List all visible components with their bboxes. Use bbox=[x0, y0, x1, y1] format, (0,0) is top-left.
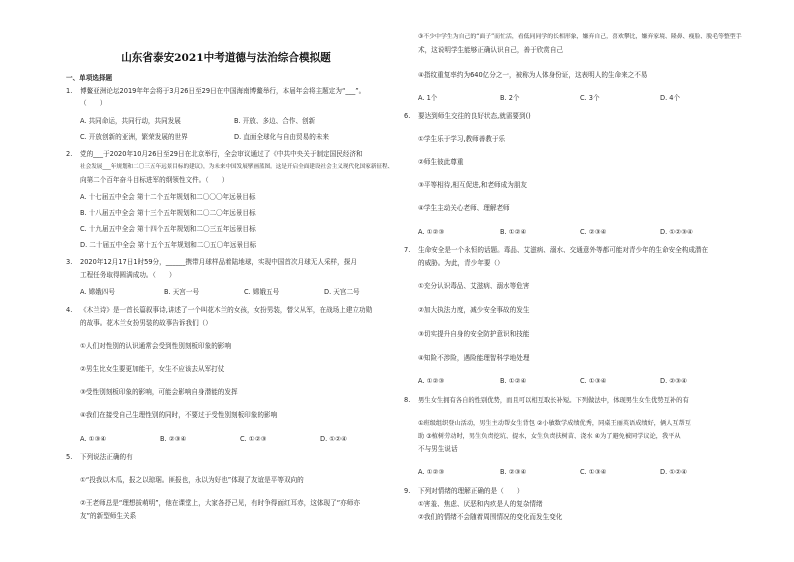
question-8-statement-2: 助 ③植树劳动时，男生负责挖坑、提水，女生负责扶树苗、浇水 ④为了避免被同学议论，我平从 bbox=[418, 433, 681, 440]
question-8-option-d: D. ①②④ bbox=[660, 468, 688, 476]
left-column bbox=[56, 0, 396, 562]
question-2-stem-3: 向第二个百年奋斗目标进军的纲领性文件。（ ） bbox=[80, 176, 229, 184]
question-7-statement-4: ④知险不涉险，遇险能理智科学地处理 bbox=[418, 354, 530, 362]
question-6-number: 6. bbox=[404, 112, 411, 120]
question-3-stem-2: 工程任务取得圆满成功。（ ） bbox=[80, 271, 176, 279]
question-8-statement-3: 不与男生说话 bbox=[418, 445, 458, 453]
question-7-stem: 生命安全是一个永恒的话题。毒品、艾滋病、溺水、交通意外等都可能对青少年的生命安全构成潜在 bbox=[418, 246, 709, 254]
question-2-option-c: C. 十九届五中全会 第十四个五年规划和二〇三五年远景目标 bbox=[80, 225, 256, 233]
question-4-statement-1: ①人们对性别的认识通常会受到性别刻板印象的影响 bbox=[80, 342, 231, 350]
question-7-option-a: A. ①②③ bbox=[418, 377, 445, 385]
question-7-statement-3: ③切实提升自身的安全防护意识和技能 bbox=[418, 330, 530, 338]
question-1-number: 1. bbox=[66, 87, 73, 95]
question-5-statement-2-cont: 友”的新型师生关系 bbox=[80, 512, 137, 520]
question-1-stem-2: （ ） bbox=[80, 99, 107, 107]
question-4-option-d: D. ①②④ bbox=[320, 435, 348, 443]
question-4-statement-3: ③受性别刻板印象的影响，可能会影响自身潜能的发挥 bbox=[80, 388, 238, 396]
question-4-stem-2: 的故事。花木兰女扮男装的故事告诉我们（） bbox=[80, 319, 212, 327]
question-4-statement-4: ④我们在接受自己生理性别的同时，不要过于受性别刻板印象的影响 bbox=[80, 411, 278, 419]
question-8-statement-1: ①班级组织登山活动，男生主动帮女生背包 ②小敏数学成绩优秀，同桌王丽英语成绩好，俩人互帮互 bbox=[418, 420, 691, 427]
question-6-statement-3: ③平等相待,相互促进,和老师成为朋友 bbox=[418, 181, 528, 189]
question-3-option-a: A. 嫦娥四号 bbox=[80, 288, 115, 296]
right-column bbox=[404, 0, 744, 562]
question-4-option-a: A. ①③④ bbox=[80, 435, 107, 443]
question-6-option-b: B. ①②④ bbox=[500, 228, 527, 236]
question-7-option-b: B. ①②④ bbox=[500, 377, 527, 385]
question-3-option-b: B. 天宫一号 bbox=[164, 288, 200, 296]
question-6-stem: 要达到师生交往的良好状态,就需要到() bbox=[418, 112, 531, 120]
question-1-option-b: B. 开放、多边、合作、创新 bbox=[234, 117, 316, 125]
question-9-statement-2: ②我们的情绪不会随着周围情况的变化而发生变化 bbox=[418, 513, 563, 521]
question-7-number: 7. bbox=[404, 246, 411, 254]
question-7-option-d: D. ②③④ bbox=[660, 377, 688, 385]
question-7-statement-1: ①充分认识毒品、艾滋病、溺水等危害 bbox=[418, 282, 530, 290]
question-4-stem: 《木兰诗》是一首长篇叙事诗,讲述了一个叫花木兰的女孩，女扮男装，替父从军，在战场上建立功勋 bbox=[80, 306, 373, 314]
question-5-stem: 下列说法正确的有 bbox=[80, 453, 133, 461]
question-3-stem: 2020年12月17日1时59分，______携带月球样品着陆地球，实现中国首次月球无人采样，探月 bbox=[80, 258, 357, 266]
question-5-statement-4: ④指纹重复率约为640亿分之一，被称为人体身份证，这表明人的生命来之不易 bbox=[418, 71, 648, 79]
question-2-option-a: A. 十七届五中全会 第十二个五年规划和二〇〇〇年远景目标 bbox=[80, 193, 256, 201]
question-5-statement-2: ②王老师总是“理想拔萌明”，他在课堂上，大家各抒己见，有时争得面红耳赤，这体现了“亦师亦 bbox=[80, 499, 360, 507]
question-8-option-c: C. ①③④ bbox=[580, 468, 607, 476]
question-3-option-c: C. 嫦娥五号 bbox=[244, 288, 280, 296]
question-2-number: 2. bbox=[66, 150, 73, 158]
question-1-option-d: D. 直面全球化与自由贸易的未来 bbox=[234, 133, 329, 141]
question-6-option-c: C. ②③④ bbox=[580, 228, 607, 236]
question-5-option-a: A. 1个 bbox=[418, 94, 438, 102]
question-1-stem: 博鳌亚洲论坛2019年年会将于3月26日至29日在中国海南博鳌举行，本届年会将主题定为“___”。 bbox=[80, 87, 366, 95]
question-1-option-a: A. 共同命运，共同行动，共同发展 bbox=[80, 117, 181, 125]
question-8-stem: 男生女生拥有各自的性别优势，而且可以相互取长补短。下列做法中，体现男生女生优势互补的有 bbox=[418, 397, 689, 404]
question-2-option-d: D. 二十届五中全会 第十五个五年规划和二〇五〇年远景目标 bbox=[80, 241, 257, 249]
question-1-option-c: C. 开放创新的亚洲，繁荣发展的世界 bbox=[80, 133, 188, 141]
question-4-option-c: C. ①②③ bbox=[240, 435, 267, 443]
question-2-option-b: B. 十八届五中全会 第十三个五年规划和二〇二〇年远景目标 bbox=[80, 209, 256, 217]
question-5-option-d: D. 4个 bbox=[660, 94, 681, 102]
question-3-option-d: D. 天宫二号 bbox=[324, 288, 360, 296]
question-6-statement-2: ②师生彼此尊重 bbox=[418, 158, 464, 166]
question-8-option-b: B. ②③④ bbox=[500, 468, 527, 476]
question-5-option-c: C. 3个 bbox=[580, 94, 600, 102]
question-8-number: 8. bbox=[404, 396, 411, 404]
question-5-statement-3: ③不少中学生为自己的“面子”而忙活，看低同同学的长相形象，嫌弃自己，喜欢攀比，嫌弃家境、隆鼻、瘦脸、脱毛等整型手 bbox=[418, 34, 742, 40]
question-4-number: 4. bbox=[66, 306, 73, 314]
question-3-number: 3. bbox=[66, 258, 73, 266]
question-4-statement-2: ②男生比女生要更加能干，女生不应该去从军打仗 bbox=[80, 365, 225, 373]
question-5-option-b: B. 2个 bbox=[500, 94, 520, 102]
question-7-statement-2: ②加大执法力度，减少安全事故的发生 bbox=[418, 306, 530, 314]
question-9-stem: 下列对情绪的理解正确的是（ ） bbox=[418, 487, 524, 495]
section-heading: 一、单项选择题 bbox=[66, 74, 113, 82]
question-7-option-c: C. ①③④ bbox=[580, 377, 607, 385]
question-5-number: 5. bbox=[66, 453, 73, 461]
question-9-number: 9. bbox=[404, 487, 411, 495]
question-5-statement-3-cont: 术，这说明学生能够正确认识自己，善于欣赏自己 bbox=[418, 46, 564, 54]
question-6-option-a: A. ①②③ bbox=[418, 228, 445, 236]
question-2-stem-2: 社会发展___年规划和二〇三五年远景目标的建议》，为未来中国发展擘画蓝图。这是开启全面建设社会主义现代化国家新征程、 bbox=[80, 164, 394, 170]
question-7-stem-2: 的威胁。为此，青少年要（） bbox=[418, 259, 504, 267]
question-2-stem: 党的___于2020年10月26日至29日在北京举行，全会审议通过了《中共中央关于制定国民经济和 bbox=[80, 150, 363, 158]
question-6-statement-4: ④学生主动关心老师、理解老师 bbox=[418, 204, 510, 212]
question-6-statement-1: ①学生乐于学习,教师善教于乐 bbox=[418, 135, 506, 143]
question-5-statement-1: ①“投我以木瓜，报之以琼琚。匪报也，永以为好也”体现了友谊是平等双向的 bbox=[80, 476, 304, 484]
question-4-option-b: B. ②③④ bbox=[160, 435, 187, 443]
question-6-option-d: D. ①②③④ bbox=[660, 228, 693, 236]
question-9-statement-1: ①害羞、焦虑、厌恶和内疚是人的复杂情绪 bbox=[418, 500, 543, 508]
question-8-option-a: A. ①②③ bbox=[418, 468, 445, 476]
page-title: 山东省泰安2021中考道德与法治综合模拟题 bbox=[121, 52, 331, 64]
